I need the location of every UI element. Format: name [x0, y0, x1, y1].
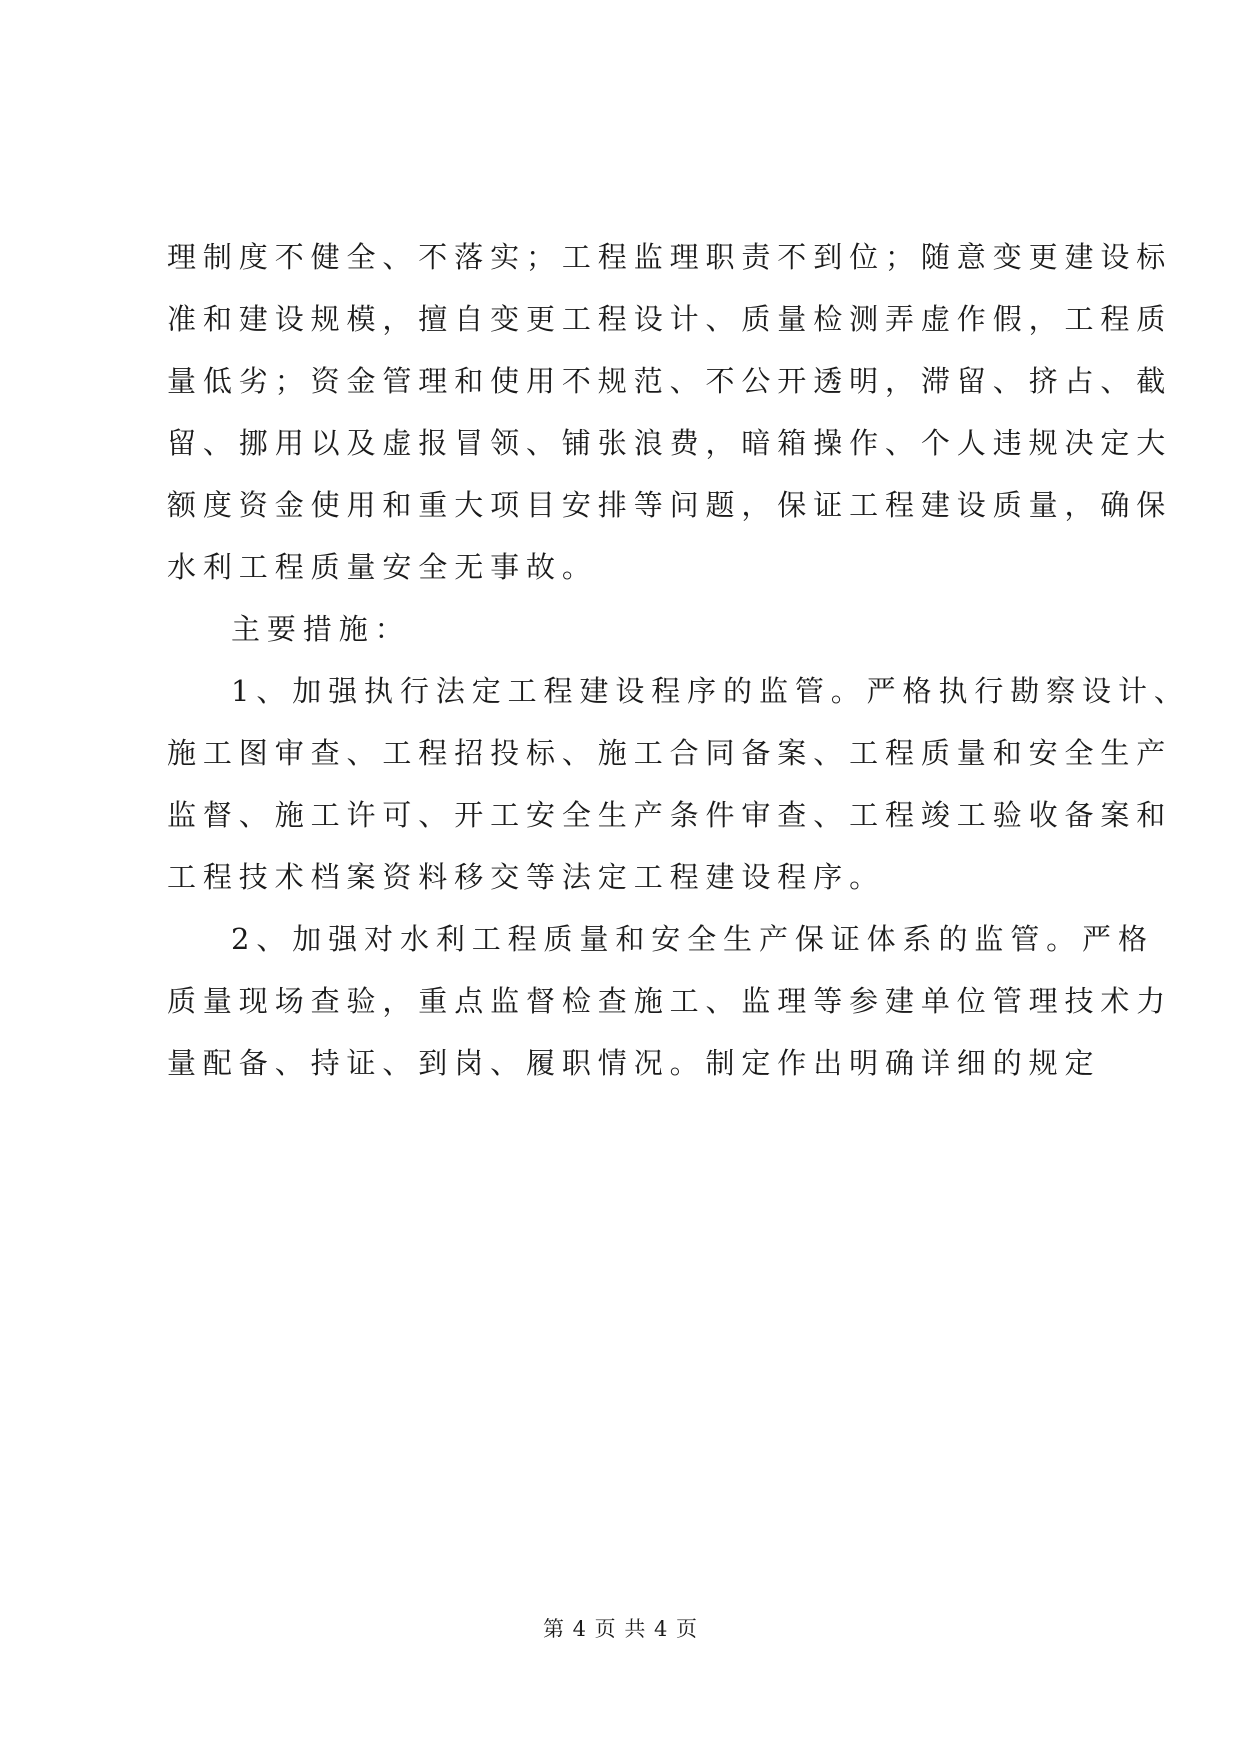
text-line: 工程技术档案资料移交等法定工程建设程序。 — [167, 860, 886, 894]
text-line: 施工图审查、工程招投标、施工合同备案、工程质量和安全生产 — [167, 736, 1173, 770]
text-line: 留、挪用以及虚报冒领、铺张浪费，暗箱操作、个人违规决定大 — [167, 426, 1173, 460]
text-line: 水利工程质量安全无事故。 — [167, 550, 598, 584]
text-line: 1、加强执行法定工程建设程序的监管。严格执行勘察设计、 — [231, 674, 1190, 708]
text-line: 质量现场查验，重点监督检查施工、监理等参建单位管理技术力 — [167, 984, 1173, 1018]
text-line: 准和建设规模，擅自变更工程设计、质量检测弄虚作假，工程质 — [167, 302, 1173, 336]
text-line: 量配备、持证、到岗、履职情况。制定作出明确详细的规定 — [167, 1046, 1101, 1080]
text-line: 量低劣；资金管理和使用不规范、不公开透明，滞留、挤占、截 — [167, 364, 1173, 398]
section-heading: 主要措施： — [231, 612, 411, 646]
text-line: 理制度不健全、不落实；工程监理职责不到位；随意变更建设标 — [167, 240, 1173, 274]
text-line: 2、加强对水利工程质量和安全生产保证体系的监管。严格 — [231, 922, 1154, 956]
document-body — [167, 226, 1190, 1094]
text-line: 监督、施工许可、开工安全生产条件审查、工程竣工验收备案和 — [167, 798, 1173, 832]
page-number-footer: 第 4 页 共 4 页 — [542, 1617, 699, 1641]
text-line: 额度资金使用和重大项目安排等问题，保证工程建设质量，确保 — [167, 488, 1173, 522]
